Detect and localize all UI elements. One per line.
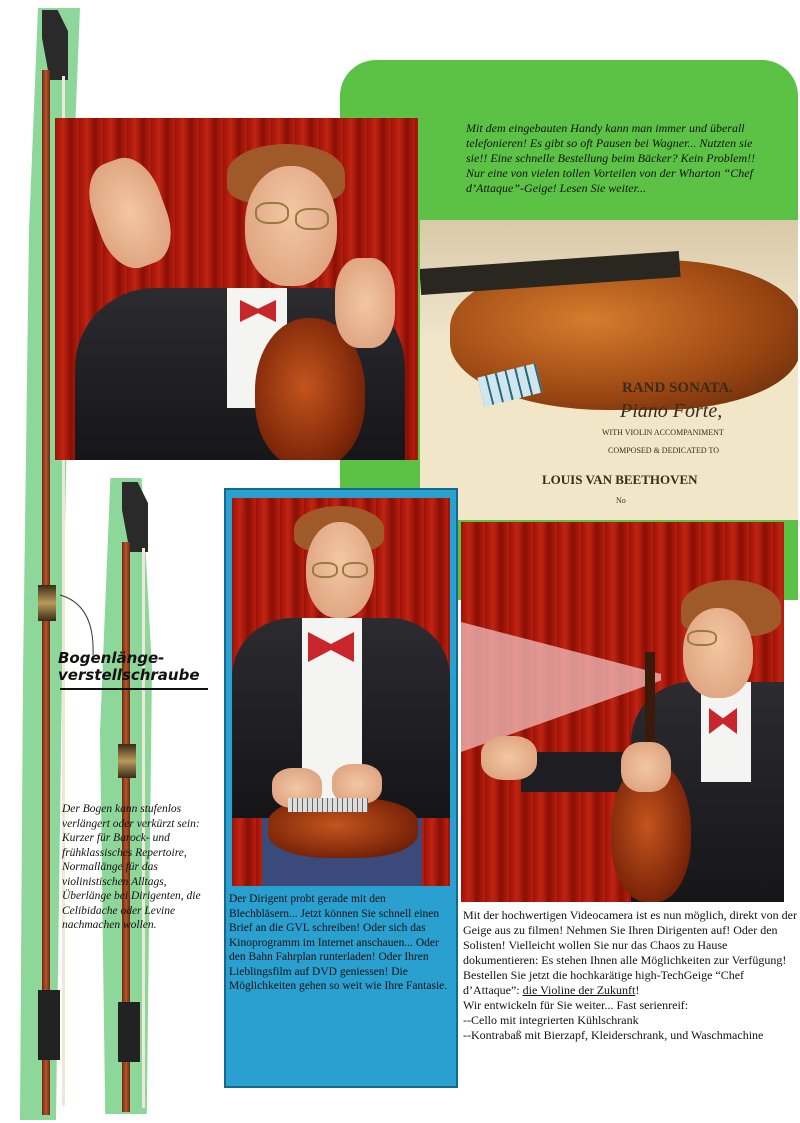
raised-hand (78, 149, 181, 276)
glasses (687, 630, 717, 646)
short-bow-image (112, 482, 152, 1112)
video-text (463, 908, 798, 1043)
hand (621, 742, 671, 792)
video-paragraph-1: Mit der hochwertigen Videocamera ist es nun möglich, direkt von der Geige aus zu filmen! Nehmen Sie Ihren Dirigenten auf! Oder den Solisten! Vielleicht wollen Sie nur das Chaos zu Hause dokumentieren: Es stehen Ihnen alle Möglichkeiten zur Verfügung! (463, 908, 797, 967)
video-list-item-2: --Kontrabaß mit Bierzapf, Kleiderschrank, und Waschmachine (463, 1028, 764, 1042)
bogen-label-line2: verstellschraube (58, 666, 200, 684)
video-paragraph-3: Wir entwickeln für Sie weiter... Fast serienreif: (463, 998, 689, 1012)
score-line-4: COMPOSED & DEDICATED TO (608, 446, 720, 455)
glasses (312, 562, 338, 578)
glasses (295, 208, 329, 230)
video-list-item-1: --Cello mit integrierten Kühlschrank (463, 1013, 639, 1027)
bogen-text: Der Bogen kann stufenlos verlängert oder verkürzt sein: Kurzer für Barock- und frühklassisches Repertoire, Normallänge für das violinistischen Alltags, Überlänge bei Dirigenten, die Celibidache oder Levine nachmachen wollen. (62, 803, 201, 931)
bogen-underline (60, 688, 208, 690)
bogen-label (58, 650, 218, 684)
photo-conductor-camera (461, 522, 784, 902)
keyboard (288, 798, 368, 812)
bow-adjuster (38, 585, 56, 621)
bogen-label-line1: Bogenlänge- (58, 649, 165, 667)
dirigent-text: Der Dirigent probt gerade mit den Blechbläsern... Jetzt können Sie schnell einen Brief an die GVL schreiben! Oder sich das Kinoprogramm im Internet anschauen... Oder den Bahn Fahrplan runterladen! Oder Ihren Lieblingsfilm auf DVD geniessen! Die Möglichkeiten gehen so weit wie Ihre Fantasie. (229, 893, 448, 992)
video-order-end: ! (635, 983, 640, 997)
score-line-1: RAND SONATA. (622, 380, 734, 396)
video-paragraph-2 (463, 968, 798, 998)
score-line-5: LOUIS VAN BEETHOVEN (542, 472, 698, 487)
photo-conductor-gesture (55, 118, 418, 460)
bow-frog (38, 990, 60, 1060)
face (683, 608, 753, 698)
pointing-hand (481, 736, 537, 780)
future-violin-link: die Violine der Zukunft (522, 983, 636, 997)
glasses (255, 202, 289, 224)
photo-violin-score (420, 220, 798, 520)
hand (335, 258, 395, 348)
score-line-3: WITH VIOLIN ACCOMPANIMENT (602, 428, 724, 437)
handy-text: Mit dem eingebauten Handy kann man immer und überall telefonieren! Es gibt so oft Pausen bei Wagner... Nutzten sie sie!! Eine schnelle Bestellung beim Bäcker? Kein Problem!! Nur eine von vielen tollen Vorteilen von der Wharton “Chef d’Attaque”-Geige! Lesen Sie weiter... (466, 121, 756, 195)
score-line-2: Piano Forte, (620, 400, 723, 422)
bow-adjuster (118, 744, 136, 778)
score-line-6: No (616, 496, 626, 505)
video-order-text: Bestellen Sie jetzt die hochkarätige high-TechGeige “Chef d’Attaque”: (463, 968, 745, 997)
bow-frog (118, 1002, 140, 1062)
photo-conductor-typing (232, 498, 450, 886)
glasses (342, 562, 368, 578)
